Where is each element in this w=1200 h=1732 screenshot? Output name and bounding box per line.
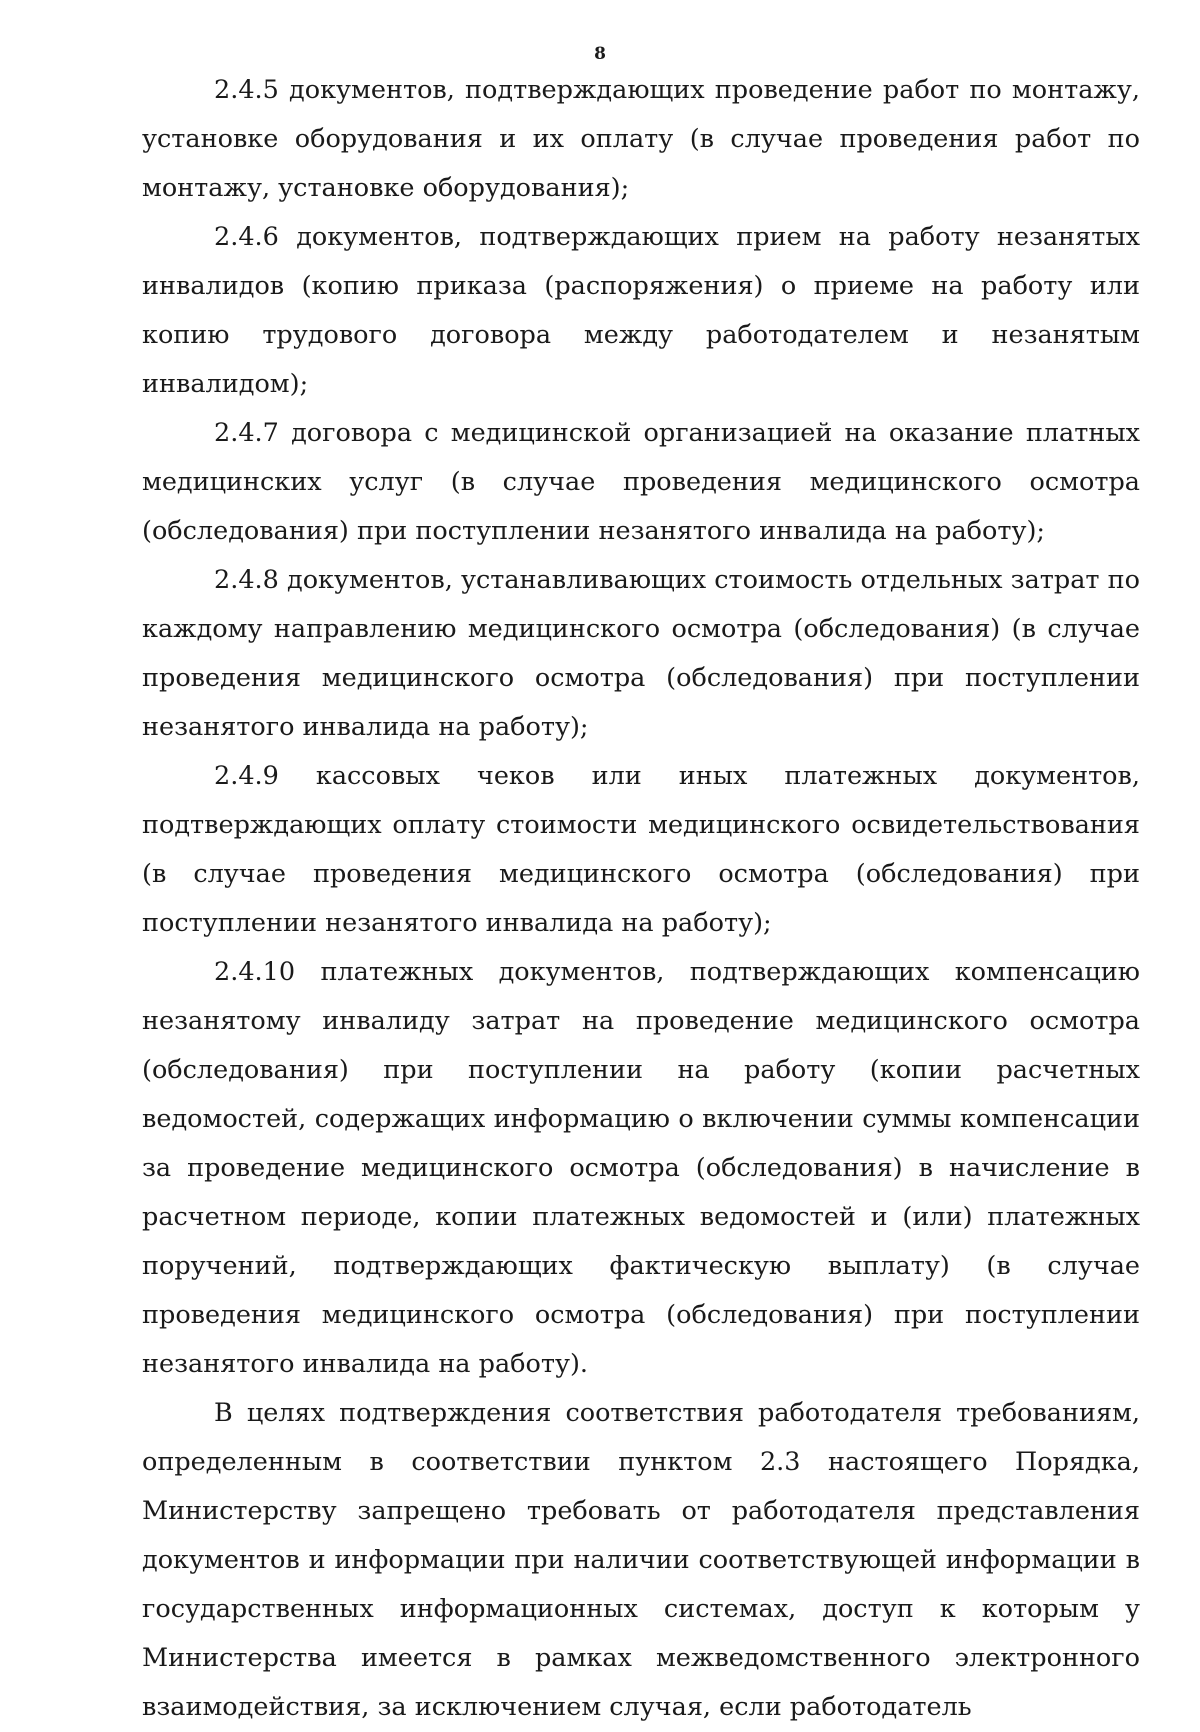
paragraph-verification: В целях подтверждения соответствия работодателя требованиям, определенным в соответствии пунктом 2.3 настоящего Порядка, Министерству запрещено требовать от работодателя представления документов и информации при наличии соответствующей информации в государственных информационных системах, доступ к которым у Министерства имеется в рамках межведомственного электронного взаимодействия, за исключением случая, если работодатель: [142, 1398, 1140, 1722]
paragraph-2-4-5: 2.4.5 документов, подтверждающих проведение работ по монтажу, установке оборудования и их оплату (в случае проведения работ по монтажу, установке оборудования);: [142, 75, 1140, 203]
document-body: [142, 66, 1140, 1732]
paragraph-2-4-9: 2.4.9 кассовых чеков или иных платежных документов, подтверждающих оплату стоимости медицинского освидетельствования (в случае проведения медицинского осмотра (обследования) при поступлении незанятого инвалида на работу);: [142, 761, 1140, 938]
paragraph-2-4-10: 2.4.10 платежных документов, подтверждающих компенсацию незанятому инвалиду затрат на проведение медицинского осмотра (обследования) при поступлении на работу (копии расчетных ведомостей, содержащих информацию о включении суммы компенсации за проведение медицинского осмотра (обследования) в начисление в расчетном периоде, копии платежных ведомостей и (или) платежных поручений, подтверждающих фактическую выплату) (в случае проведения медицинского осмотра (обследования) при поступлении незанятого инвалида на работу).: [142, 957, 1140, 1379]
paragraph-2-4-7: 2.4.7 договора с медицинской организацией на оказание платных медицинских услуг (в случае проведения медицинского осмотра (обследования) при поступлении незанятого инвалида на работу);: [142, 418, 1140, 546]
paragraph-2-4-8: 2.4.8 документов, устанавливающих стоимость отдельных затрат по каждому направлению медицинского осмотра (обследования) (в случае проведения медицинского осмотра (обследования) при поступлении незанятого инвалида на работу);: [142, 565, 1140, 742]
page-number: 8: [594, 44, 606, 64]
paragraph-2-4-6: 2.4.6 документов, подтверждающих прием на работу незанятых инвалидов (копию приказа (распоряжения) о приеме на работу или копию трудового договора между работодателем и незанятым инвалидом);: [142, 222, 1140, 399]
